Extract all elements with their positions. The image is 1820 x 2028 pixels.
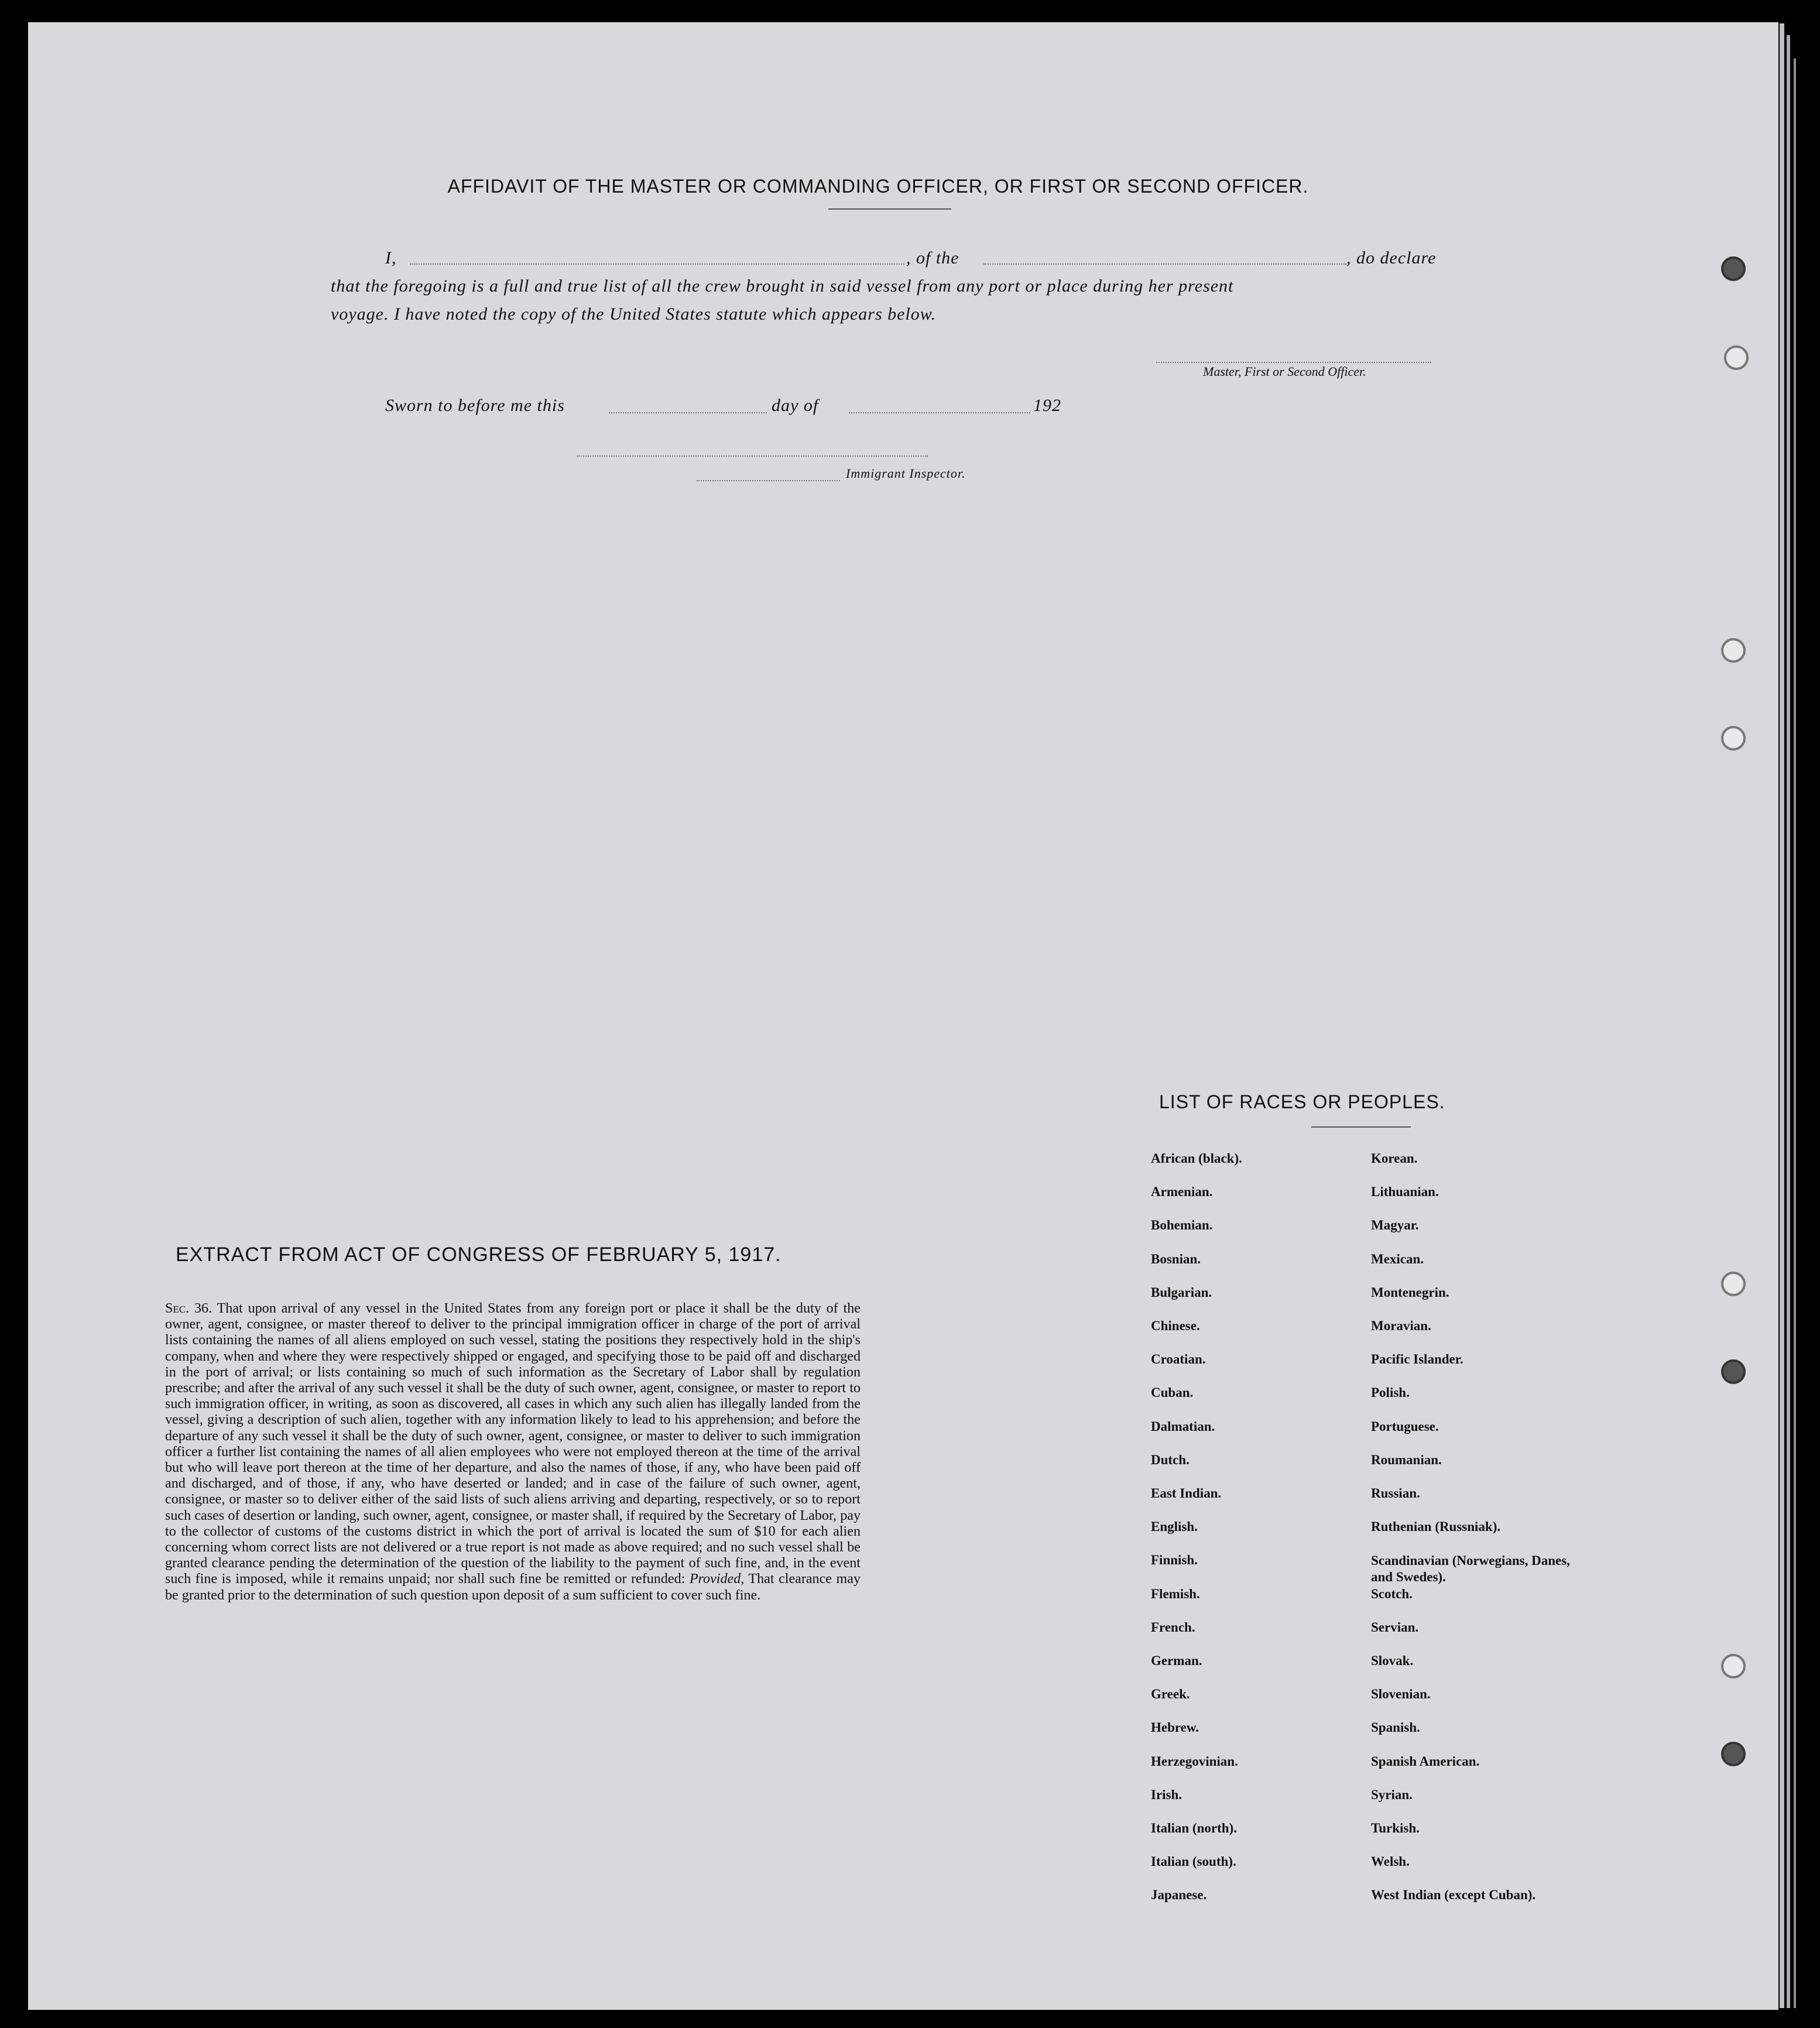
officer-signature-label: Master, First or Second Officer. (1203, 364, 1366, 379)
race-item: German. (1151, 1653, 1202, 1668)
race-item: Armenian. (1151, 1184, 1213, 1200)
binder-hole (1721, 1742, 1746, 1766)
binder-hole (1724, 345, 1749, 370)
race-item: Mexican. (1371, 1251, 1424, 1266)
binder-hole (1721, 1359, 1746, 1384)
race-item: Servian. (1371, 1619, 1419, 1635)
sworn-prefix: Sworn to before me this (385, 396, 565, 415)
declaration-of-the: , of the (906, 248, 959, 268)
race-item: West Indian (except Cuban). (1371, 1887, 1536, 1903)
declaration-line-3: voyage. I have noted the copy of the United States statute which appears below. (331, 304, 937, 324)
page-edge (1787, 35, 1790, 2008)
sworn-month-field[interactable] (849, 396, 1030, 413)
binder-hole (1721, 1272, 1746, 1296)
race-item: French. (1151, 1619, 1195, 1635)
race-item: Greek. (1151, 1687, 1190, 1702)
race-item: Dalmatian. (1151, 1419, 1215, 1434)
race-item: Syrian. (1371, 1787, 1413, 1802)
race-item: Slovenian. (1371, 1687, 1431, 1702)
race-item: Croatian. (1151, 1352, 1206, 1367)
declaration-declare: , do declare (1346, 248, 1437, 268)
race-item: Scotch. (1371, 1586, 1413, 1601)
race-item: Bulgarian. (1151, 1284, 1212, 1300)
race-item: Cuban. (1151, 1385, 1194, 1400)
race-item: English. (1151, 1519, 1198, 1534)
race-item: Polish. (1371, 1385, 1410, 1400)
race-item: Irish. (1151, 1787, 1183, 1802)
sworn-day-field[interactable] (609, 396, 767, 413)
race-item: Japanese. (1151, 1887, 1207, 1903)
sworn-year: 192 (1033, 396, 1061, 415)
race-item: Slovak. (1371, 1653, 1414, 1668)
inspector-label: Immigrant Inspector. (846, 466, 966, 481)
binder-hole (1721, 638, 1746, 663)
sworn-day-of: day of (772, 396, 819, 415)
extract-text-part1: That upon arrival of any vessel in the United States from any foreign port or place it shall be the duty of the owner, agent, consignee, or master thereof to deliver to the principal immigration officer in charge of the port of arrival lists containing the names of all aliens employed on such vessel, stating the positions they respectively hold in the ship's company, when and where they were respectively shipped or engaged, and specifying those to be paid off and discharged in the port of arrival; or lists containing so much of such information as the Secretary of Labor shall by regulation prescribe; and after the arrival of any such vessel it shall be the duty of such owner, agent, consignee, or master to report to such immigration officer, in writing, as soon as discovered, all cases in which any such alien has illegally landed from the vessel, giving a description of such alien, together with any information likely to lead to his apprehension; and before the departure of any such vessel it shall be the duty of such owner, agent, consignee, or master to deliver to such immigration officer a further list containing the names of all alien employees who were not employed thereon at the time of the arrival but who will leave port thereon at the time of her departure, and also the names of those, if any, who have been paid off and discharged, and of those, if any, who have deserted or landed; and in case of the failure of such owner, agent, consignee, or master so to deliver either of the said lists of such aliens arriving and departing, respectively, or so to report such cases of desertion or landing, such owner, agent, consignee, or master shall, if required by the Secretary of Labor, pay to the collector of customs of the customs district in which the port of arrival is located the sum of $10 for each alien concerning whom correct lists are not delivered or a true report is not made as above required; and no such vessel shall be granted clearance pending the determination of the question of the liability to the payment of such fine, and, in the event such fine is imposed, while it remains unpaid; nor shall such fine be remitted or refunded: (165, 1301, 861, 1587)
race-item: Turkish. (1371, 1821, 1420, 1835)
race-item: Spanish. (1371, 1720, 1420, 1735)
race-item: Welsh. (1371, 1854, 1410, 1869)
race-item: Portuguese. (1371, 1419, 1439, 1434)
binder-hole (1721, 726, 1746, 751)
proviso-word: Provided, (689, 1571, 745, 1587)
race-item: Hebrew. (1151, 1720, 1199, 1735)
race-item: Montenegrin. (1371, 1284, 1449, 1300)
race-item: Roumanian. (1371, 1452, 1442, 1467)
race-item: Herzegovinian. (1151, 1753, 1238, 1769)
race-item: Dutch. (1151, 1452, 1190, 1467)
inspector-signature-field[interactable] (577, 439, 928, 457)
officer-name-field[interactable] (410, 247, 904, 265)
extract-title: EXTRACT FROM ACT OF CONGRESS OF FEBRUARY 5, 1917. (176, 1243, 782, 1266)
title-rule (828, 208, 951, 210)
binder-hole (1721, 256, 1746, 281)
race-item: Flemish. (1151, 1586, 1200, 1601)
race-item: Pacific Islander. (1371, 1352, 1463, 1367)
race-item: East Indian. (1151, 1486, 1222, 1501)
race-item: Korean. (1371, 1151, 1418, 1166)
declaration-line-2: that the foregoing is a full and true list of all the crew brought in said vessel from any port or place during her present (331, 276, 1234, 296)
races-title-rule (1311, 1126, 1411, 1128)
race-item: Scandinavian (Norwegians, Danes, and Swedes). (1371, 1553, 1570, 1585)
race-item: Italian (north). (1151, 1821, 1237, 1835)
race-item: Finnish. (1151, 1553, 1198, 1568)
race-item: Italian (south). (1151, 1854, 1236, 1869)
race-item: African (black). (1151, 1151, 1242, 1166)
races-title: LIST OF RACES OR PEOPLES. (1159, 1091, 1445, 1112)
vessel-name-field[interactable] (983, 247, 1346, 265)
race-item: Spanish American. (1371, 1753, 1480, 1769)
extract-text-part2: That clearance may be granted prior to the determination of such question upon deposit of a sum sufficient to cover such fine. (165, 1571, 861, 1603)
race-item: Russian. (1371, 1486, 1420, 1501)
section-label: Sec. 36. (165, 1301, 212, 1316)
race-item: Lithuanian. (1371, 1184, 1439, 1200)
declaration-i: I, (385, 248, 397, 268)
officer-signature-field[interactable] (1156, 345, 1431, 363)
race-item: Moravian. (1371, 1318, 1431, 1333)
binder-hole (1721, 1654, 1746, 1678)
race-item: Bosnian. (1151, 1251, 1201, 1266)
inspector-name-field[interactable] (697, 467, 840, 481)
affidavit-title: AFFIDAVIT OF THE MASTER OR COMMANDING OFFICER, OR FIRST OR SECOND OFFICER. (447, 176, 1309, 197)
extract-body (165, 1301, 861, 1604)
race-item: Chinese. (1151, 1318, 1200, 1333)
page-edge (1794, 59, 1796, 2008)
page-edge (1780, 23, 1784, 2008)
race-item: Bohemian. (1151, 1218, 1213, 1233)
race-item: Ruthenian (Russniak). (1371, 1519, 1501, 1534)
race-item: Magyar. (1371, 1218, 1419, 1233)
